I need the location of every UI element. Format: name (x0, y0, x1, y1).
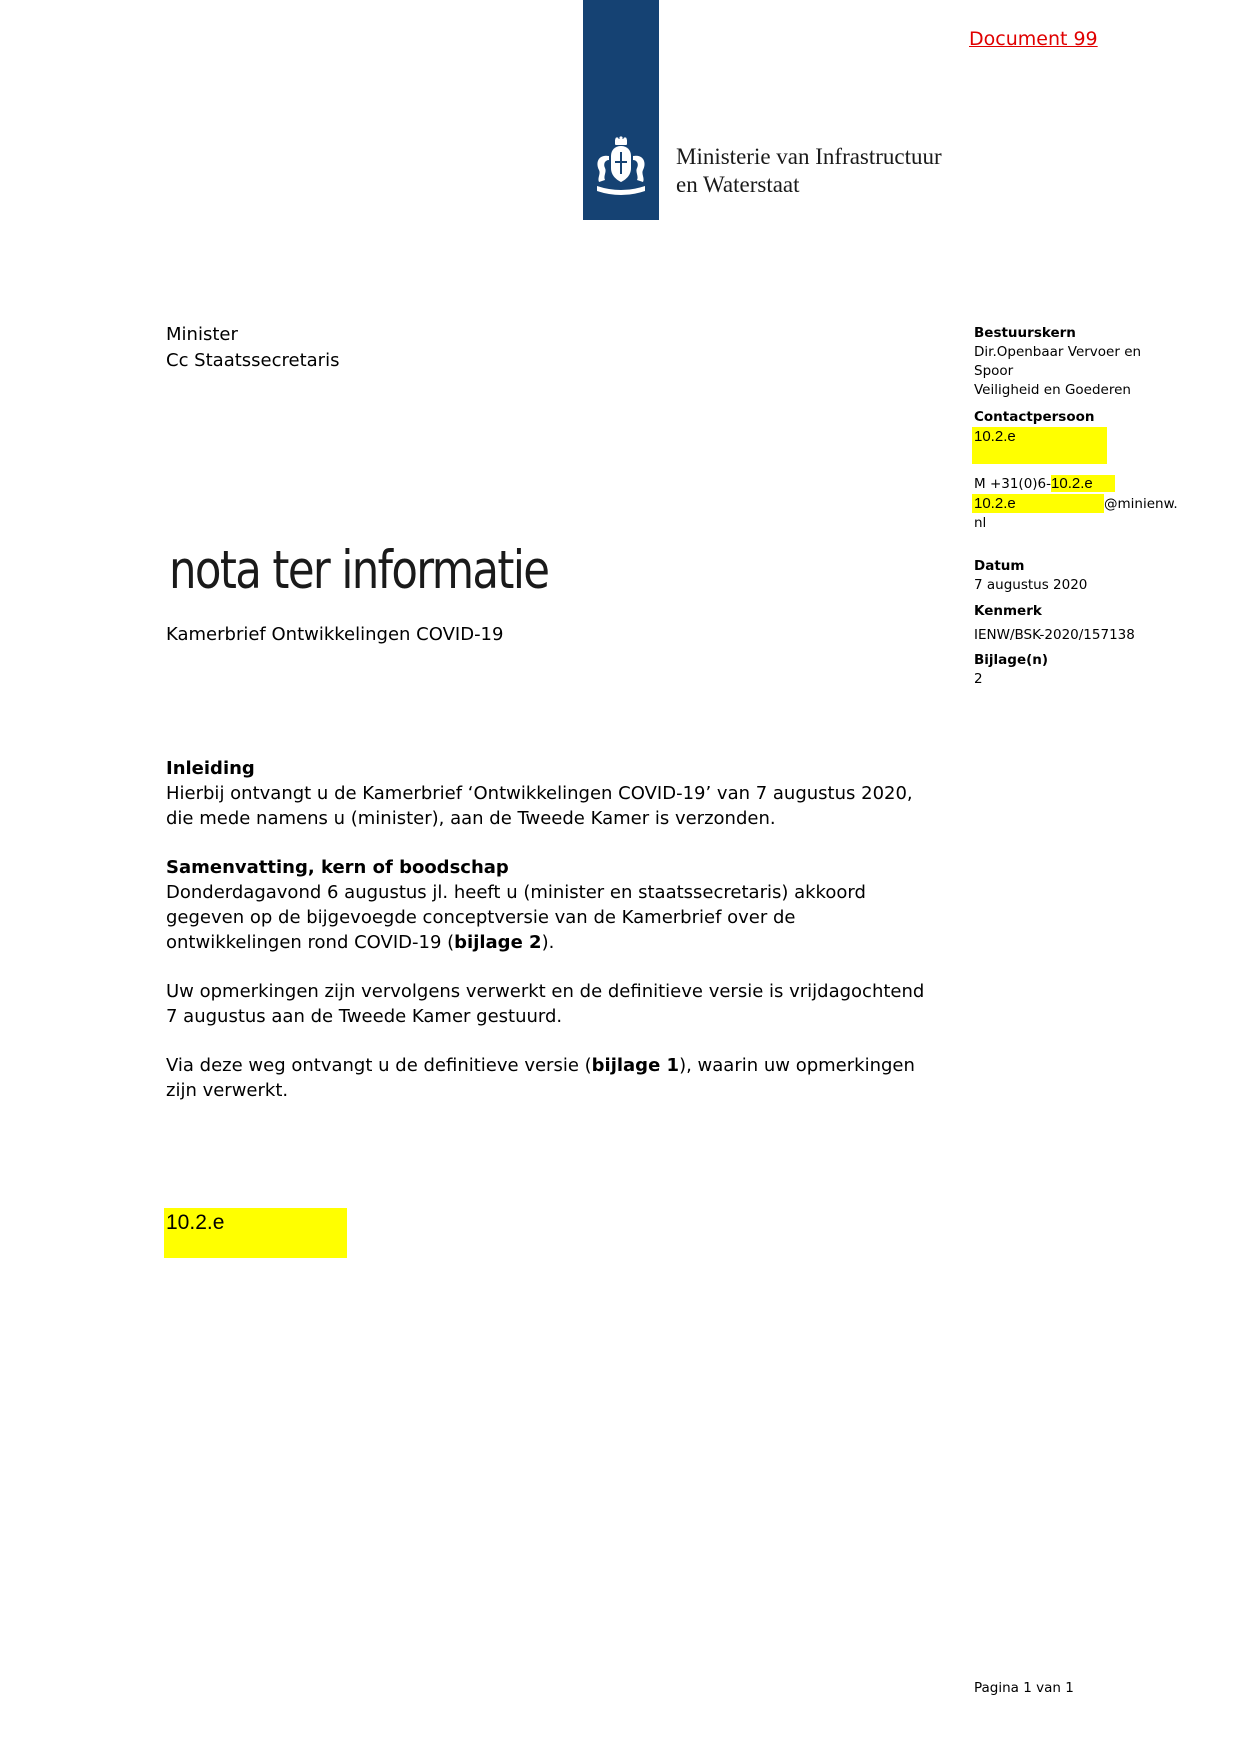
date-value: 7 augustus 2020 (974, 577, 1088, 593)
attachments-value: 2 (974, 671, 983, 687)
document-title: nota ter informatie (169, 540, 549, 601)
document-subject: Kamerbrief Ontwikkelingen COVID-19 (166, 624, 504, 645)
reference-value: IENW/BSK-2020/157138 (974, 627, 1135, 643)
para3-attachment-ref: bijlage 1 (591, 1055, 680, 1076)
summary-text-a: Donderdagavond 6 augustus jl. heeft u (minister en staatssecretaris) akkoord gegeven op de bijgevoegde conceptversie van de Kamerbrief over de ontwikkelingen rond COVID-19 ( (166, 882, 866, 953)
metadata-sidebar (974, 324, 1184, 689)
organisation-line-2: Spoor (974, 363, 1014, 379)
paragraph-3 (166, 1053, 926, 1103)
logo-bar (583, 0, 659, 220)
contact-redaction: 10.2.e (972, 427, 1107, 464)
organisation-label: Bestuurskern (974, 325, 1076, 341)
email-tld: nl (974, 515, 987, 531)
summary-attachment-ref: bijlage 2 (454, 932, 542, 953)
royal-crest-icon (591, 136, 651, 204)
ministry-name (676, 143, 942, 199)
memo-body (166, 756, 926, 1127)
intro-heading: Inleiding (166, 758, 255, 779)
organisation-line-3: Veiligheid en Goederen (974, 382, 1131, 398)
addressee-line-1: Minister (166, 324, 238, 345)
phone-redaction: 10.2.e (1051, 475, 1115, 492)
organisation-line-1: Dir.Openbaar Vervoer en (974, 344, 1142, 360)
email-redaction: 10.2.e (972, 494, 1104, 513)
attachments-label: Bijlage(n) (974, 652, 1049, 668)
summary-text-b: ). (541, 932, 555, 953)
phone-line (974, 474, 1184, 494)
signature-redaction: 10.2.e (164, 1208, 347, 1258)
document-reference: Document 99 (969, 28, 1098, 50)
para3-text-a: Via deze weg ontvangt u de definitieve versie ( (166, 1055, 592, 1076)
summary-section (166, 855, 926, 955)
summary-heading: Samenvatting, kern of boodschap (166, 857, 509, 878)
addressee-line-2: Cc Staatssecretaris (166, 350, 340, 371)
email-line (974, 494, 1184, 514)
phone-prefix: M +31(0)6- (974, 476, 1052, 492)
ministry-line-1: Ministerie van Infrastructuur (676, 144, 942, 169)
contact-label: Contactpersoon (974, 409, 1095, 425)
email-domain: @minienw. (1104, 496, 1178, 512)
reference-label: Kenmerk (974, 603, 1042, 619)
intro-text: Hierbij ontvangt u de Kamerbrief ‘Ontwikkelingen COVID-19’ van 7 augustus 2020, die mede namens u (minister), aan de Tweede Kamer is verzonden. (166, 783, 913, 829)
page-number: Pagina 1 van 1 (974, 1680, 1074, 1696)
ministry-line-2: en Waterstaat (676, 172, 800, 197)
addressee (166, 322, 339, 374)
para3-text-b: ), waarin uw opmerkingen zijn verwerkt. (166, 1055, 915, 1101)
paragraph-2: Uw opmerkingen zijn vervolgens verwerkt en de definitieve versie is vrijdagochtend 7 augustus aan de Tweede Kamer gestuurd. (166, 981, 925, 1027)
date-label: Datum (974, 558, 1025, 574)
intro-section (166, 756, 926, 831)
